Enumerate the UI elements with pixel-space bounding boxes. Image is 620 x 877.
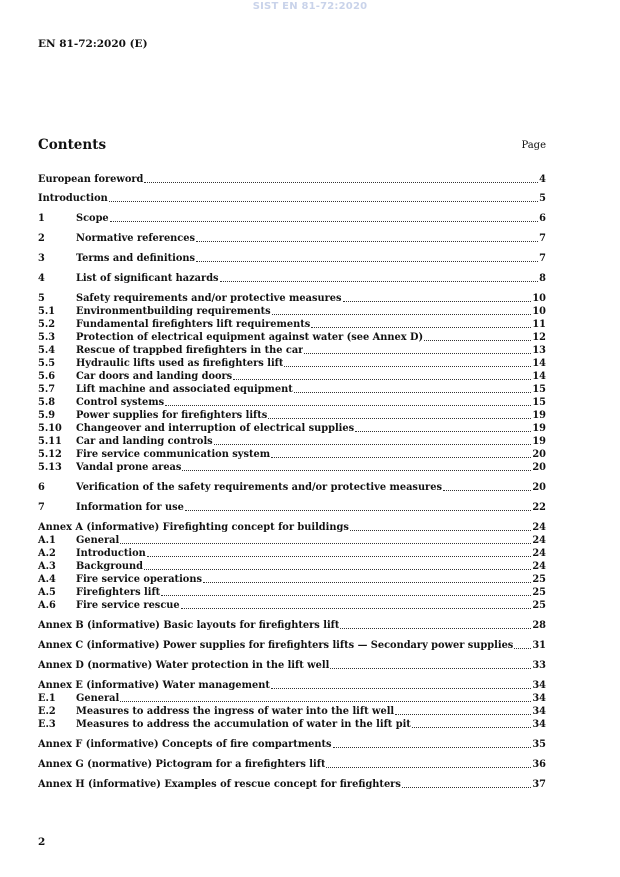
toc-entry-title: Annex H (informative) Examples of rescue concept for firefighters	[38, 779, 401, 790]
toc-entry-title: Vandal prone areas	[76, 462, 182, 473]
toc-entry-number: A.3	[38, 561, 56, 572]
toc-entry[interactable]	[38, 396, 546, 409]
toc-entry-page: 12	[532, 332, 546, 343]
toc-entry-title: Environmentbuilding requirements	[76, 306, 271, 317]
toc-entry-page: 24	[532, 522, 546, 533]
toc-entry[interactable]	[38, 252, 546, 265]
toc-dot-leader	[110, 219, 539, 222]
toc-entry-page: 20	[532, 449, 546, 460]
toc-entry[interactable]	[38, 370, 546, 383]
toc-entry-title: Measures to address the ingress of water into the lift well	[76, 706, 395, 717]
contents-title: Contents	[38, 137, 107, 153]
toc-entry-title: Annex B (informative) Basic layouts for firefighters lift	[38, 620, 340, 631]
toc-dot-leader	[109, 199, 538, 202]
toc-dot-leader	[355, 429, 531, 432]
toc-entry[interactable]	[38, 738, 546, 751]
toc-entry-page: 4	[539, 174, 546, 185]
toc-entry-page: 19	[532, 423, 546, 434]
toc-entry-number: 2	[38, 233, 45, 244]
toc-entry[interactable]	[38, 547, 546, 560]
toc-dot-leader	[271, 455, 531, 458]
toc-entry-title: General	[76, 535, 120, 546]
toc-entry-number: 1	[38, 213, 45, 224]
toc-entry-title: Introduction	[38, 193, 108, 204]
toc-entry-page: 7	[539, 233, 546, 244]
toc-dot-leader	[203, 580, 531, 583]
toc-entry-page: 15	[532, 384, 546, 395]
toc-entry-title: Fire service rescue	[76, 600, 180, 611]
toc-entry[interactable]	[38, 461, 546, 474]
toc-entry-title: Introduction	[76, 548, 146, 559]
toc-dot-leader	[196, 259, 538, 262]
toc-entry-number: 5.10	[38, 423, 62, 434]
toc-entry-number: 5.11	[38, 436, 62, 447]
toc-entry-page: 22	[532, 502, 546, 513]
toc-entry[interactable]	[38, 639, 546, 652]
toc-dot-leader	[284, 364, 531, 367]
toc-entry-number: 5	[38, 293, 45, 304]
toc-entry[interactable]	[38, 586, 546, 599]
toc-entry-page: 10	[532, 306, 546, 317]
toc-entry-number: A.1	[38, 535, 56, 546]
toc-entry-page: 36	[532, 759, 546, 770]
toc-entry-number: 5.3	[38, 332, 56, 343]
toc-entry[interactable]	[38, 679, 546, 692]
toc-entry[interactable]	[38, 534, 546, 547]
watermark: SIST EN 81-72:2020	[252, 1, 368, 12]
toc-entry[interactable]	[38, 599, 546, 612]
toc-entry-page: 25	[532, 587, 546, 598]
toc-dot-leader	[350, 528, 531, 531]
toc-entry-number: E.2	[38, 706, 56, 717]
toc-entry[interactable]	[38, 331, 546, 344]
toc-dot-leader	[165, 403, 531, 406]
toc-entry-title: Hydraulic lifts used as firefighters lift	[76, 358, 284, 369]
toc-entry-title: Measures to address the accumulation of water in the lift pit	[76, 719, 411, 730]
toc-entry-number: A.6	[38, 600, 56, 611]
toc-dot-leader	[271, 686, 531, 689]
toc-entry-title: Terms and definitions	[76, 253, 196, 264]
toc-entry-page: 10	[532, 293, 546, 304]
toc-entry-title: Control systems	[76, 397, 165, 408]
toc-entry-page: 25	[532, 600, 546, 611]
toc-entry-title: Rescue of trappbed firefighters in the car	[76, 345, 304, 356]
toc-entry[interactable]	[38, 212, 546, 225]
toc-entry-number: 5.1	[38, 306, 56, 317]
toc-entry-page: 13	[532, 345, 546, 356]
toc-dot-leader	[412, 725, 532, 728]
toc-entry-title: Annex A (informative) Firefighting concept for buildings	[38, 522, 349, 533]
toc-dot-leader	[182, 468, 531, 471]
toc-dot-leader	[311, 325, 531, 328]
toc-entry-title: Annex G (normative) Pictogram for a firefighters lift	[38, 759, 326, 770]
toc-entry[interactable]	[38, 573, 546, 586]
toc-entry-number: 5.5	[38, 358, 56, 369]
toc-entry-title: Firefighters lift	[76, 587, 161, 598]
toc-dot-leader	[333, 745, 532, 748]
toc-dot-leader	[147, 554, 532, 557]
toc-entry[interactable]	[38, 758, 546, 771]
toc-entry-title: Fire service communication system	[76, 449, 271, 460]
toc-entry[interactable]	[38, 448, 546, 461]
document-id: EN 81-72:2020 (E)	[38, 38, 148, 50]
toc-entry-page: 19	[532, 410, 546, 421]
toc-entry[interactable]	[38, 619, 546, 632]
toc-entry-page: 25	[532, 574, 546, 585]
toc-entry[interactable]	[38, 305, 546, 318]
toc-dot-leader	[181, 606, 532, 609]
toc-entry-number: 6	[38, 482, 45, 493]
toc-entry-page: 20	[532, 482, 546, 493]
toc-dot-leader	[214, 442, 532, 445]
toc-entry-title: Normative references	[76, 233, 196, 244]
toc-dot-leader	[304, 351, 531, 354]
page-number: 2	[38, 836, 46, 848]
toc-entry[interactable]	[38, 501, 546, 514]
toc-entry[interactable]	[38, 173, 546, 186]
toc-entry-page: 24	[532, 561, 546, 572]
toc-entry-title: Annex D (normative) Water protection in the lift well	[38, 660, 330, 671]
toc-dot-leader	[514, 646, 531, 649]
toc-entry-page: 6	[539, 213, 546, 224]
toc-entry-title: Annex E (informative) Water management	[38, 680, 270, 691]
toc-entry-number: 5.4	[38, 345, 56, 356]
toc-dot-leader	[424, 338, 531, 341]
toc-entry-page: 19	[532, 436, 546, 447]
toc-dot-leader	[443, 488, 531, 491]
toc-entry[interactable]	[38, 718, 546, 731]
toc-entry[interactable]	[38, 692, 546, 705]
toc-dot-leader	[326, 765, 531, 768]
toc-entry-number: A.4	[38, 574, 56, 585]
toc-entry-number: 5.12	[38, 449, 62, 460]
toc-entry-page: 24	[532, 548, 546, 559]
toc-dot-leader	[343, 299, 532, 302]
toc-entry-page: 14	[532, 371, 546, 382]
toc-entry-title: Changeover and interruption of electrical supplies	[76, 423, 355, 434]
toc-entry-number: E.1	[38, 693, 56, 704]
toc-dot-leader	[196, 239, 538, 242]
toc-entry[interactable]	[38, 357, 546, 370]
toc-entry-title: Protection of electrical equipment against water (see Annex D)	[76, 332, 424, 343]
toc-entry-title: Verification of the safety requirements and/or protective measures	[76, 482, 442, 493]
toc-dot-leader	[161, 593, 531, 596]
page-column-label: Page	[521, 140, 546, 151]
toc-entry[interactable]	[38, 272, 546, 285]
toc-entry-title: Annex F (informative) Concepts of fire compartments	[38, 739, 332, 750]
toc-entry-title: Annex C (informative) Power supplies for firefighters lifts — Secondary power supplies	[38, 640, 514, 651]
toc-entry-number: 5.7	[38, 384, 56, 395]
toc-dot-leader	[272, 312, 532, 315]
toc-entry-title: Background	[76, 561, 144, 572]
toc-entry-page: 37	[532, 779, 546, 790]
toc-entry[interactable]	[38, 292, 546, 305]
toc-entry-title: European foreword	[38, 174, 144, 185]
toc-dot-leader	[402, 785, 532, 788]
toc-entry[interactable]	[38, 318, 546, 331]
toc-entry-page: 35	[532, 739, 546, 750]
toc-entry[interactable]	[38, 778, 546, 791]
toc-dot-leader	[340, 626, 531, 629]
toc-entry-page: 5	[539, 193, 546, 204]
toc-entry[interactable]	[38, 560, 546, 573]
toc-entry-number: 4	[38, 273, 45, 284]
toc-entry-page: 31	[532, 640, 546, 651]
toc-entry-number: A.2	[38, 548, 56, 559]
toc-entry-page: 14	[532, 358, 546, 369]
toc-entry[interactable]	[38, 659, 546, 672]
toc-entry[interactable]	[38, 383, 546, 396]
toc-entry-page: 8	[539, 273, 546, 284]
toc-entry-title: List of significant hazards	[76, 273, 219, 284]
toc-entry-page: 15	[532, 397, 546, 408]
toc-entry-number: 5.9	[38, 410, 56, 421]
toc-entry-title: Power supplies for firefighters lifts	[76, 410, 268, 421]
toc-entry[interactable]	[38, 481, 546, 494]
toc-entry-page: 7	[539, 253, 546, 264]
toc-entry-title: General	[76, 693, 120, 704]
toc-dot-leader	[294, 390, 532, 393]
toc-dot-leader	[185, 508, 532, 511]
toc-entry-title: Safety requirements and/or protective measures	[76, 293, 342, 304]
toc-entry-page: 33	[532, 660, 546, 671]
toc-entry-page: 34	[532, 719, 546, 730]
toc-entry-title: Car doors and landing doors	[76, 371, 233, 382]
toc-entry-page: 34	[532, 680, 546, 691]
toc-entry[interactable]	[38, 192, 546, 205]
toc-dot-leader	[220, 279, 539, 282]
toc-entry[interactable]	[38, 422, 546, 435]
toc-entry-number: 5.8	[38, 397, 56, 408]
toc-entry[interactable]	[38, 435, 546, 448]
toc-entry-title: Lift machine and associated equipment	[76, 384, 293, 395]
toc-entry[interactable]	[38, 232, 546, 245]
toc-dot-leader	[144, 567, 531, 570]
toc-entry-number: 3	[38, 253, 45, 264]
toc-entry-title: Fundamental firefighters lift requirements	[76, 319, 311, 330]
toc-entry-page: 11	[532, 319, 546, 330]
toc-entry-page: 24	[532, 535, 546, 546]
toc-entry[interactable]	[38, 705, 546, 718]
toc-entry-number: 5.6	[38, 371, 56, 382]
toc-entry[interactable]	[38, 521, 546, 534]
toc-entry-title: Scope	[76, 213, 109, 224]
toc-entry[interactable]	[38, 409, 546, 422]
toc-entry-number: A.5	[38, 587, 56, 598]
toc-entry-title: Fire service operations	[76, 574, 202, 585]
toc-dot-leader	[395, 712, 531, 715]
toc-entry-number: E.3	[38, 719, 56, 730]
toc-entry-page: 34	[532, 693, 546, 704]
toc-entry-title: Car and landing controls	[76, 436, 213, 447]
toc-dot-leader	[120, 699, 531, 702]
toc-dot-leader	[330, 666, 531, 669]
toc-entry-number: 5.2	[38, 319, 56, 330]
toc-entry-title: Information for use	[76, 502, 184, 513]
toc-dot-leader	[144, 180, 538, 183]
toc-entry-page: 34	[532, 706, 546, 717]
toc-entry-number: 5.13	[38, 462, 62, 473]
toc-entry-number: 7	[38, 502, 45, 513]
toc-entry[interactable]	[38, 344, 546, 357]
toc-dot-leader	[120, 541, 531, 544]
toc-dot-leader	[268, 416, 531, 419]
toc-entry-page: 20	[532, 462, 546, 473]
toc-dot-leader	[233, 377, 531, 380]
toc-entry-page: 28	[532, 620, 546, 631]
